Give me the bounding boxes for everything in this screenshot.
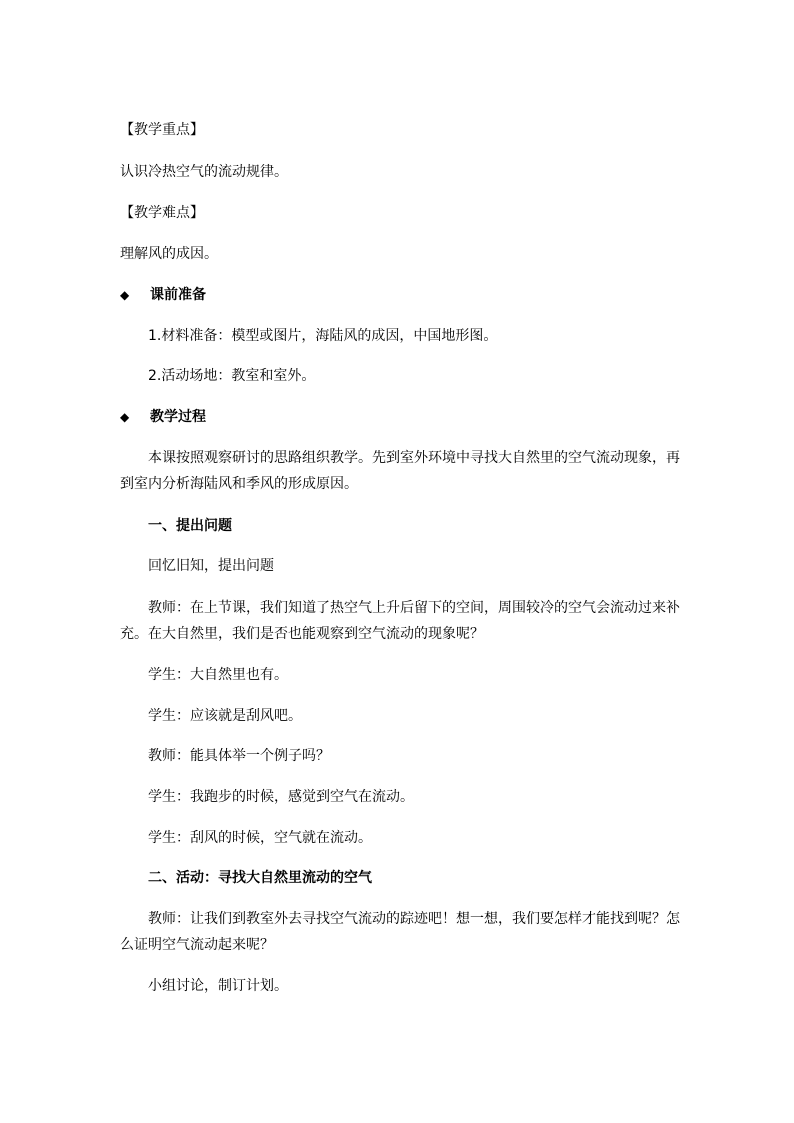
teacher-line-1b: 充。在大自然里，我们是否也能观察到空气流动的现象呢？ [120, 626, 484, 642]
intro-line-1: 本课按照观察研讨的思路组织教学。先到室外环境中寻找大自然里的空气流动现象，再 [148, 450, 680, 466]
student-line-1: 学生：大自然里也有。 [148, 667, 288, 683]
prep-heading-row [120, 285, 680, 305]
teacher-line-3b: 么证明空气流动起来呢？ [120, 937, 274, 953]
teacher-line-2: 教师：能具体举一个例子吗？ [148, 748, 330, 764]
difficulty-text: 理解风的成因。 [120, 246, 218, 262]
diamond-bullet-icon: ◆ [120, 288, 130, 302]
process-heading-row [120, 407, 680, 427]
difficulty-heading: 【教学难点】 [120, 205, 204, 221]
group-discussion-line: 小组讨论，制订计划。 [148, 978, 288, 994]
section1-heading: 一、提出问题 [148, 518, 232, 534]
focus-text: 认识冷热空气的流动规律。 [120, 164, 288, 180]
process-heading: 教学过程 [150, 409, 206, 425]
student-line-3: 学生：我跑步的时候，感觉到空气在流动。 [148, 789, 414, 805]
student-line-4: 学生：刮风的时候，空气就在流动。 [148, 830, 372, 846]
diamond-bullet-icon: ◆ [120, 410, 130, 424]
prep-heading: 课前准备 [150, 287, 206, 303]
prep-item-1: 1.材料准备：模型或图片，海陆风的成因，中国地形图。 [148, 328, 498, 344]
teacher-line-3a: 教师：让我们到教室外去寻找空气流动的踪迹吧！想一想，我们要怎样才能找到呢？怎 [148, 911, 680, 927]
intro-line-2: 到室内分析海陆风和季风的形成原因。 [120, 476, 358, 492]
prep-item-2: 2.活动场地：教室和室外。 [148, 368, 316, 384]
section1-subtitle: 回忆旧知，提出问题 [148, 558, 274, 574]
focus-heading: 【教学重点】 [120, 122, 204, 138]
student-line-2: 学生：应该就是刮风吧。 [148, 708, 302, 724]
section2-heading: 二、活动：寻找大自然里流动的空气 [148, 870, 372, 886]
teacher-line-1a: 教师：在上节课，我们知道了热空气上升后留下的空间，周围较冷的空气会流动过来补 [148, 600, 680, 616]
